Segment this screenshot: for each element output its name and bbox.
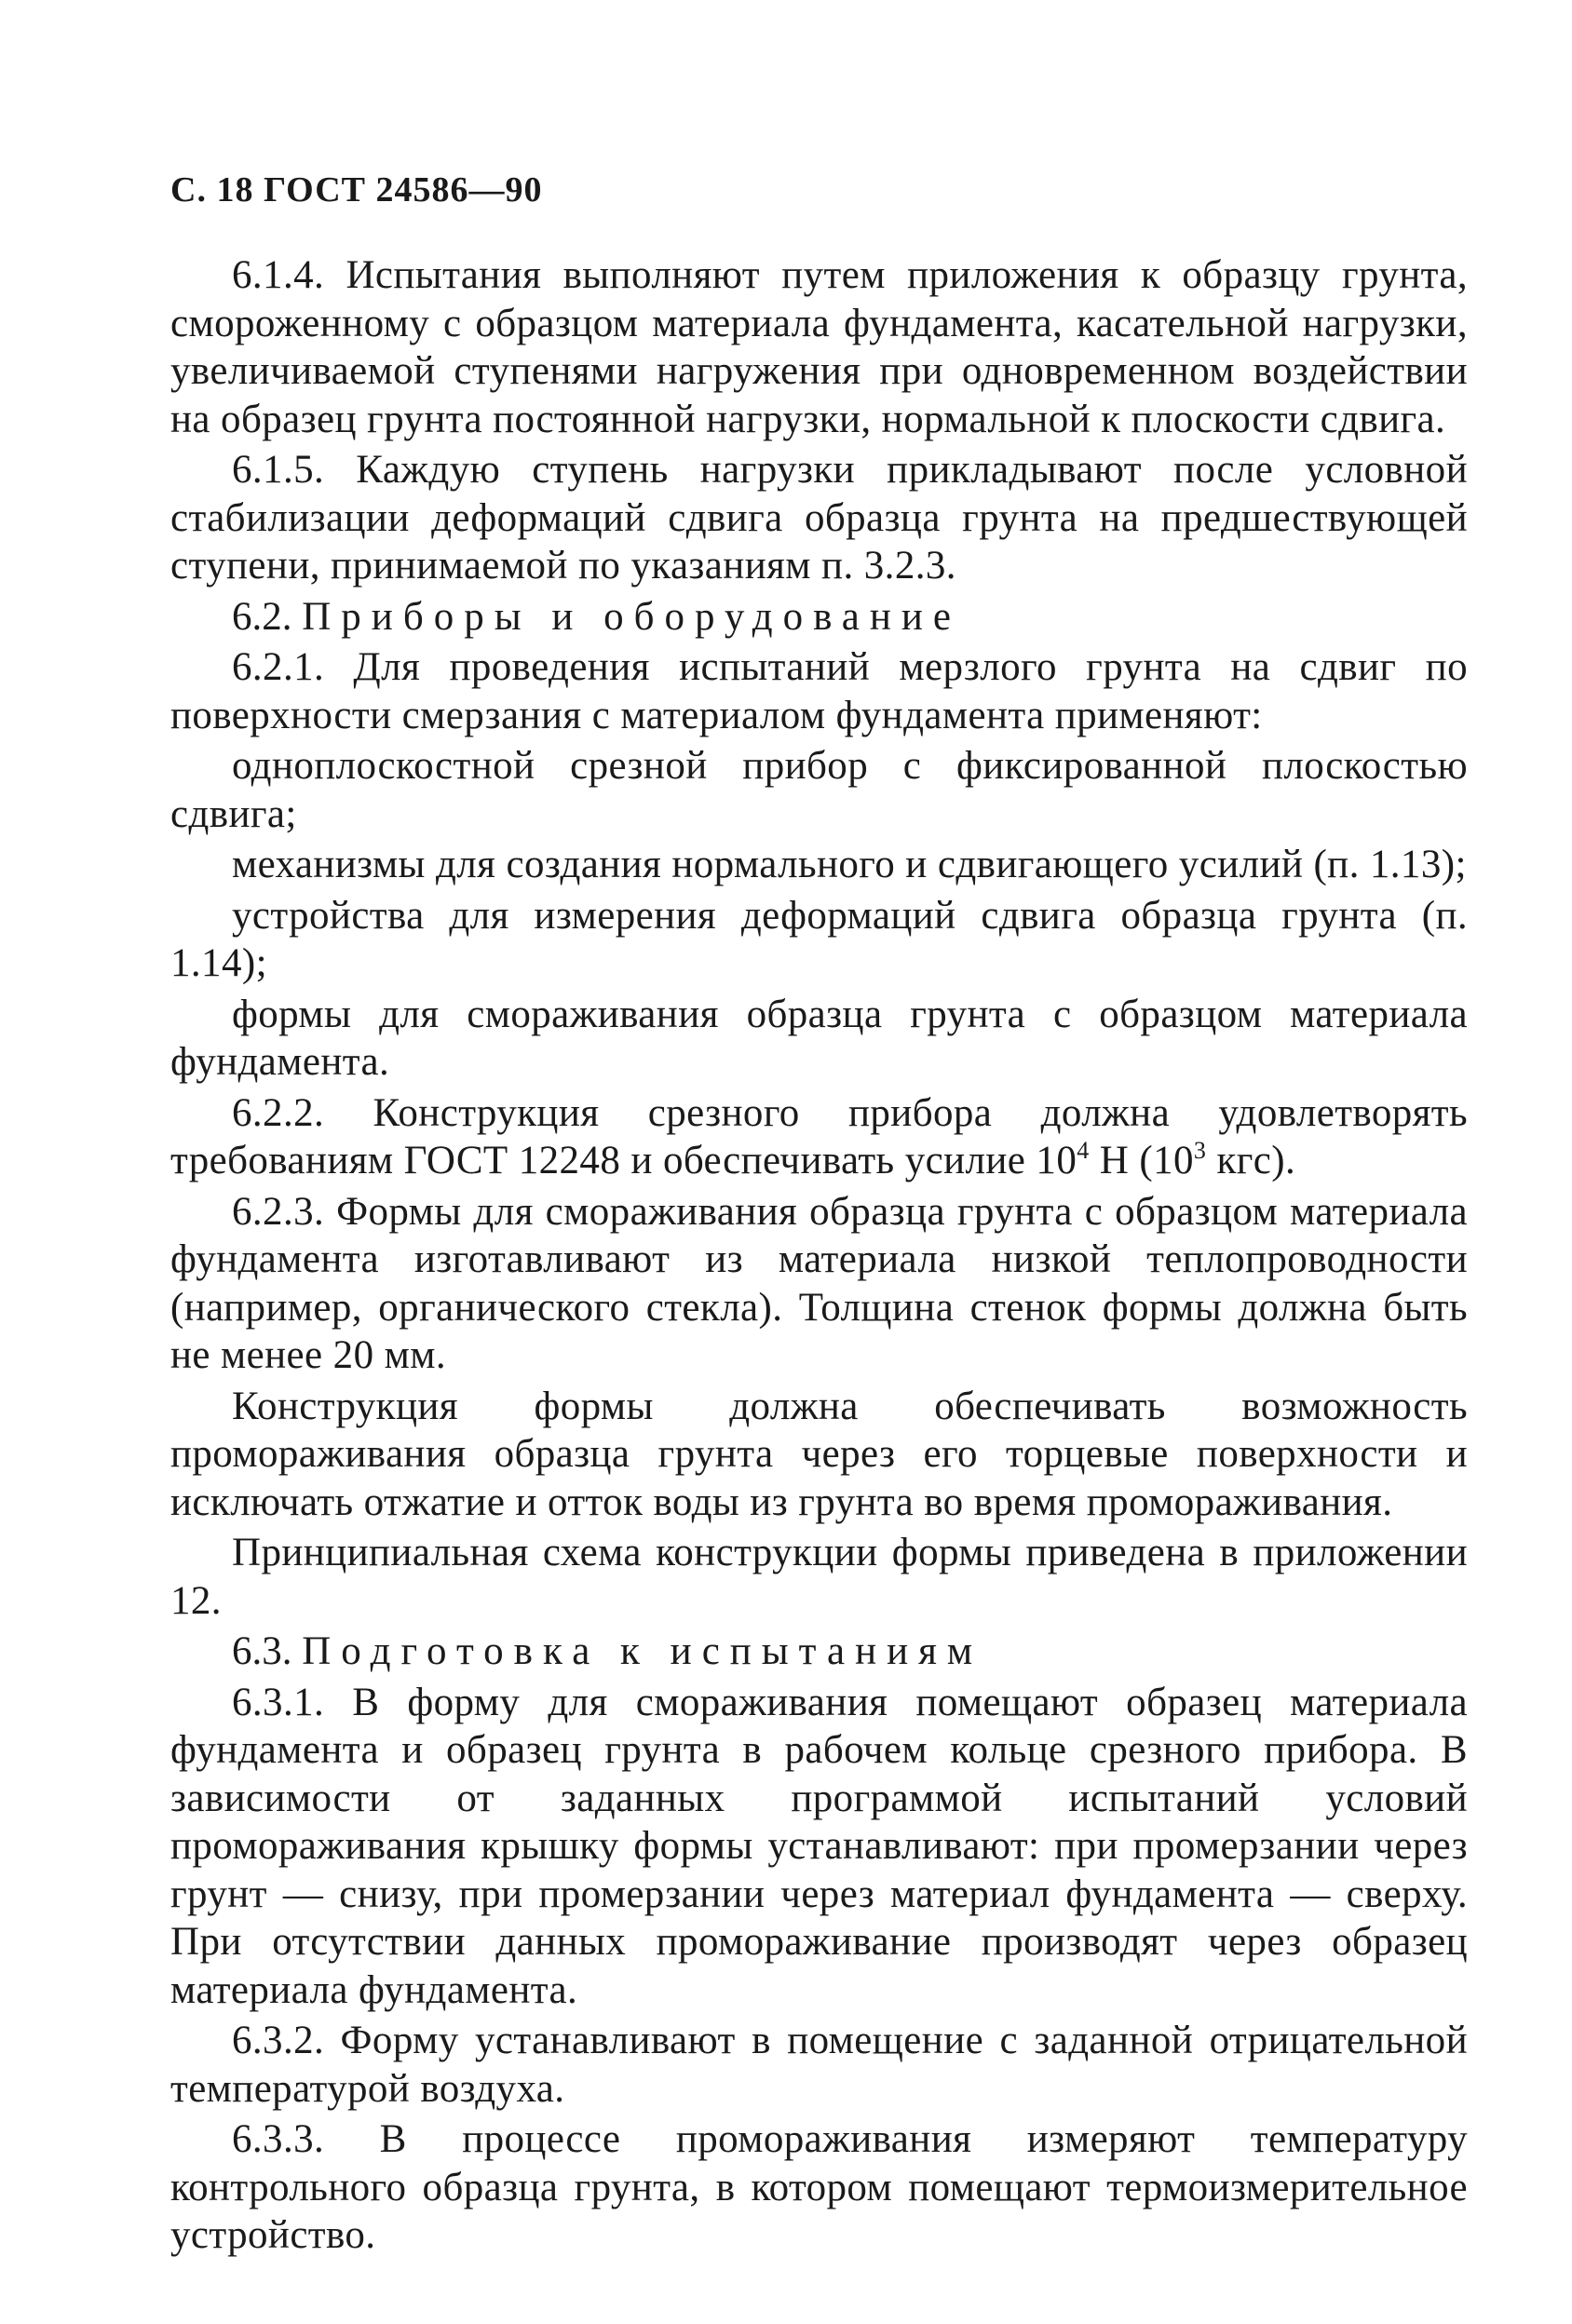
paragraph-6-2-1: 6.2.1. Для проведения испытаний мерзлого грунта на сдвиг по поверхности смерзания с материалом фундамента применяют:	[170, 645, 1468, 737]
paragraph-form-scheme: Принципиальная схема конструкции формы приведена в приложении 12.	[170, 1531, 1468, 1623]
superscript: 3	[1193, 1137, 1207, 1164]
paragraph-text: 6.2.2. Конструкция срезного прибора должна удовлетворять требованиям ГОСТ 12248 и обеспечивать усилие 10	[170, 1090, 1468, 1182]
paragraph-6-2-3: 6.2.3. Формы для смораживания образца грунта с образцом материала фундамента изготавливают из материала низкой теплопроводности (например, органического стекла). Толщина стенок формы должна быть не менее 20 мм.	[170, 1189, 1468, 1377]
list-item: механизмы для создания нормального и сдвигающего усилий (п. 1.13);	[232, 843, 1467, 886]
paragraph-6-1-5: 6.1.5. Каждую ступень нагрузки прикладывают после условной стабилизации деформаций сдвига образца грунта на предшествующей ступени, принимаемой по указаниям п. 3.2.3.	[170, 448, 1468, 588]
page-header: С. 18 ГОСТ 24586—90	[170, 170, 543, 209]
paragraph-text: Н (10	[1089, 1139, 1194, 1182]
section-heading-6-3	[170, 1628, 1468, 1676]
paragraph-6-3-2: 6.3.2. Форму устанавливают в помещение с заданной отрицательной температурой воздуха.	[170, 2019, 1468, 2111]
list-item: одноплоскостной срезной прибор с фиксированной плоскостью сдвига;	[170, 744, 1468, 836]
section-number: 6.3.	[232, 1629, 292, 1673]
section-heading-6-2	[170, 593, 1468, 642]
section-title: Подготовка к испытаниям	[302, 1629, 983, 1673]
section-title: Приборы и оборудование	[302, 594, 962, 639]
list-item: формы для смораживания образца грунта с образцом материала фундамента.	[170, 992, 1468, 1084]
superscript: 4	[1077, 1137, 1090, 1164]
paragraph-6-3-3: 6.3.3. В процессе промораживания измеряют температуру контрольного образца грунта, в котором помещают термоизмерительное устройство.	[170, 2117, 1468, 2257]
list-item: устройства для измерения деформаций сдвига образца грунта (п. 1.14);	[170, 893, 1468, 985]
section-number: 6.2.	[232, 594, 292, 639]
paragraph-6-1-4: 6.1.4. Испытания выполняют путем приложения к образцу грунта, смороженному с образцом материала фундамента, касательной нагрузки, увеличиваемой ступенями нагружения при одновременном воздействии на образец грунта постоянной нагрузки, нормальной к плоскости сдвига.	[170, 253, 1468, 441]
paragraph-6-2-2	[170, 1089, 1468, 1185]
paragraph-6-3-1: 6.3.1. В форму для смораживания помещают образец материала фундамента и образец грунта в рабочем кольце срезного прибора. В зависимости от заданных программой испытаний условий промораживания крышку формы устанавливают: при промерзании через грунт — снизу, при промерзании через материал фундамента — сверху. При отсутствии данных промораживание производят через образец материала фундамента.	[170, 1680, 1468, 2012]
paragraph-form-construction: Конструкция формы должна обеспечивать возможность промораживания образца грунта через его торцевые поверхности и исключать отжатие и отток воды из грунта во время промораживания.	[170, 1384, 1468, 1524]
document-body	[170, 251, 1468, 2263]
paragraph-text: кгс).	[1206, 1139, 1296, 1182]
